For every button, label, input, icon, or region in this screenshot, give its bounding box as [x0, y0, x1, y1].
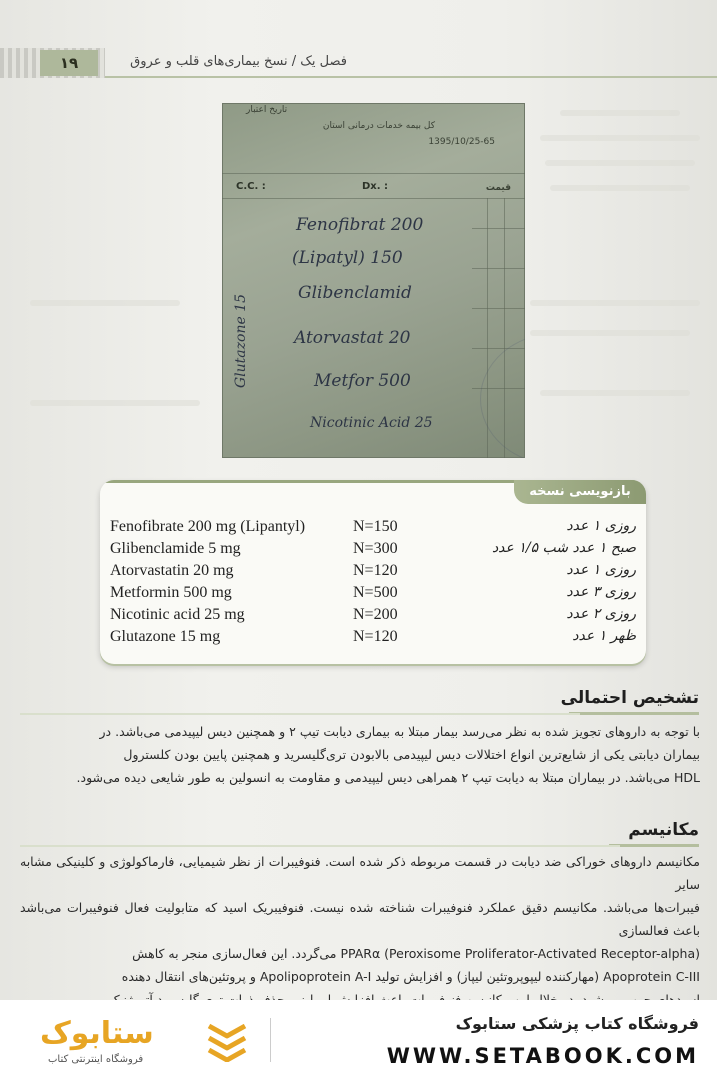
- heading-underline: [609, 844, 699, 847]
- drug-dosage: روزی ۲ عدد: [566, 606, 636, 622]
- diagnosis-paragraph: [20, 720, 700, 789]
- diagnosis-heading: تشخیص احتمالی: [560, 688, 699, 708]
- drug-dosage: ظهر ۱ عدد: [572, 628, 636, 644]
- drug-name: Fenofibrate 200 mg (Lipantyl): [110, 518, 306, 535]
- paragraph-line: PPARα (Peroxisome Proliferator-Activated Receptor-alpha) می‌گردد. این فعال‌سازی منجر به کاهش: [132, 946, 700, 961]
- drug-quantity: N=120: [353, 628, 398, 645]
- store-footer-banner: [0, 1000, 717, 1080]
- drug-quantity: N=500: [353, 584, 398, 601]
- drug-dosage: روزی ۱ عدد: [566, 518, 636, 534]
- ghost-text: [30, 300, 180, 306]
- drug-row: [100, 584, 646, 606]
- transcription-title: بازنویسی نسخه: [514, 480, 646, 504]
- drug-dosage: روزی ۱ عدد: [566, 562, 636, 578]
- paragraph-line: فیبرات‌ها می‌باشد. مکانیسم دقیق عملکرد فنوفیبرات شناخته شده نیست. فنوفیبریک اسید که متابولیت فعال فنوفیبرات می‌باشد باعث فعالسازی: [20, 900, 700, 938]
- page-number: ۱۹: [40, 50, 98, 76]
- rx-price-label: قیمت: [485, 183, 511, 193]
- book-stack-logo-icon: [206, 1018, 248, 1062]
- prescription-photo: [222, 103, 525, 458]
- drug-dosage: صبح ۱ عدد شب ۱/۵ عدد: [491, 540, 636, 556]
- paragraph-line: بیماران دیابتی یکی از شایع‌ترین انواع اختلالات دیس لیپیدمی بالابودن تری‌گلیسرید و همچنین پایین بودن کلسترول: [123, 747, 700, 762]
- drug-row: [100, 628, 646, 650]
- drug-quantity: N=150: [353, 518, 398, 535]
- drug-dosage: روزی ۳ عدد: [566, 584, 636, 600]
- paragraph-line: HDL می‌باشد. در بیماران مبتلا به دیابت تیپ ۲ همراهی دیس لیپیدمی و مقاومت به انسولین به طور شایعی دیده می‌شود.: [76, 770, 700, 785]
- paragraph-line: مکانیسم داروهای خوراکی ضد دیابت در قسمت مربوطه ذکر شده است. فنوفیبرات از نظر شیمیایی، فارماکولوژی و کلینیکی مشابه سایر: [20, 854, 700, 892]
- rx-handwritten-line: Atorvastat 20: [294, 328, 411, 348]
- chapter-title: فصل یک / نسخ بیماری‌های قلب و عروق: [130, 54, 347, 69]
- drug-quantity: N=300: [353, 540, 398, 557]
- header-rule: [105, 76, 717, 78]
- drug-quantity: N=120: [353, 562, 398, 579]
- rx-validity-label: تاریخ اعتبار: [246, 105, 288, 115]
- mechanism-heading: مکانیسم: [628, 820, 699, 840]
- drug-row: [100, 540, 646, 562]
- rx-handwritten-line: Glibenclamid: [298, 283, 412, 303]
- ghost-text: [560, 110, 680, 116]
- ghost-text: [30, 400, 200, 406]
- heading-underline: [569, 712, 699, 715]
- rx-cc-label: C.C. :: [236, 181, 266, 192]
- drug-name: Metformin 500 mg: [110, 584, 232, 601]
- mechanism-paragraph: [20, 850, 700, 1011]
- drug-name: Nicotinic acid 25 mg: [110, 606, 245, 623]
- rx-handwritten-line: Nicotinic Acid 25: [310, 415, 433, 431]
- store-logo-subtitle: فروشگاه اینترنتی کتاب: [48, 1054, 144, 1065]
- drug-name: Glibenclamide 5 mg: [110, 540, 241, 557]
- drug-quantity: N=200: [353, 606, 398, 623]
- rx-insurance-header: کل بیمه خدمات درمانی استان: [322, 121, 435, 131]
- paragraph-line: Apoprotein C-III (مهارکننده لیپوپروتئین لیپاز) و افزایش تولید Apolipoprotein A-I و پروتئین‌های انتقال دهنده: [121, 969, 700, 984]
- ghost-text: [530, 330, 690, 336]
- drug-row: [100, 518, 646, 540]
- ghost-text: [540, 135, 700, 141]
- rx-handwritten-line: (Lipatyl) 150: [292, 248, 403, 268]
- ghost-text: [545, 160, 695, 166]
- ghost-text: [540, 390, 690, 396]
- ghost-text: [530, 300, 700, 306]
- drug-row: [100, 606, 646, 628]
- drug-name: Atorvastatin 20 mg: [110, 562, 234, 579]
- heading-rule: [20, 713, 580, 715]
- rx-dx-label: Dx. :: [362, 181, 389, 192]
- rx-date-code: 1395/10/25-65: [428, 137, 495, 147]
- rx-handwritten-line: Fenofibrat 200: [296, 215, 424, 235]
- prescription-transcription-box: [100, 480, 646, 664]
- footer-separator: [270, 1018, 271, 1062]
- drug-name: Glutazone 15 mg: [110, 628, 221, 645]
- running-header: [0, 48, 717, 78]
- drug-row: [100, 562, 646, 584]
- paragraph-line: با توجه به داروهای تجویز شده به نظر می‌رسد بیمار مبتلا به بیماری دیابت تیپ ۲ و همچنین دیس لیپیدمی می‌باشد. در: [99, 724, 700, 739]
- store-name: فروشگاه کتاب پزشکی ستابوک: [455, 1014, 699, 1033]
- rx-handwritten-line: Glutazone 15: [233, 293, 250, 389]
- store-url[interactable]: WWW.SETABOOK.COM: [386, 1044, 699, 1068]
- rx-handwritten-line: Metfor 500: [314, 371, 411, 391]
- ghost-text: [550, 185, 690, 191]
- store-logo-text: ستابوک: [40, 1016, 154, 1051]
- heading-rule: [20, 845, 620, 847]
